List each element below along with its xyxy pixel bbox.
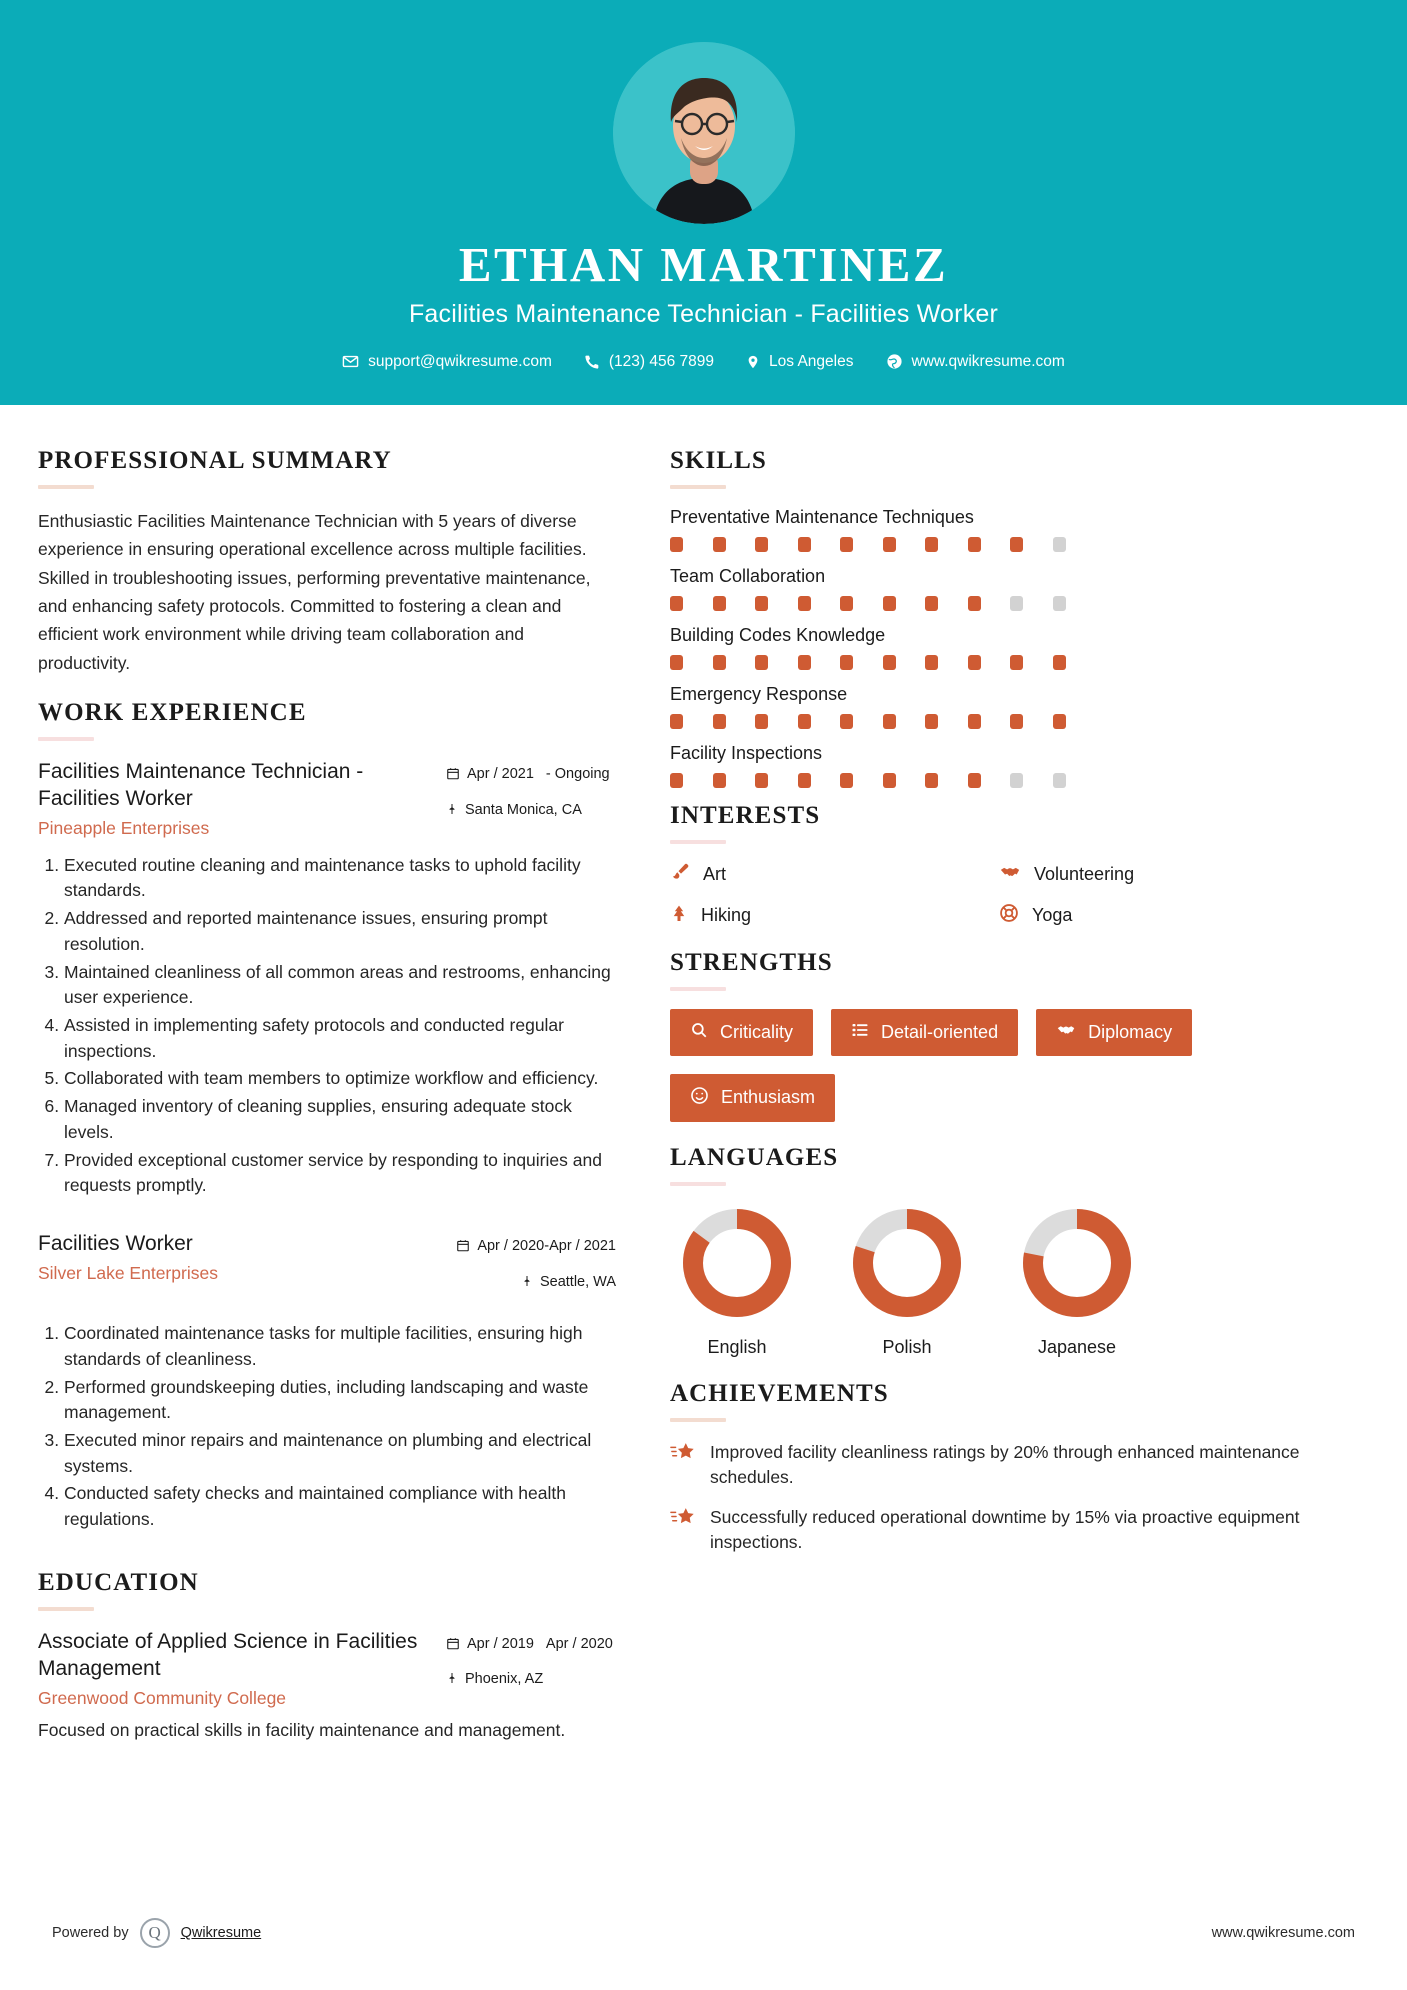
section-rule xyxy=(38,737,94,741)
achievement-item xyxy=(670,1440,1328,1491)
contact-website[interactable] xyxy=(870,353,1081,371)
strength-chip-enthusiasm[interactable] xyxy=(670,1074,835,1122)
skill-dot-filled xyxy=(670,537,683,552)
section-skills xyxy=(670,447,1328,788)
skill-dot-filled xyxy=(1010,655,1023,670)
skill-dot-filled xyxy=(798,714,811,729)
skill-dot-filled xyxy=(713,655,726,670)
skill-dot-filled xyxy=(755,655,768,670)
language-item xyxy=(670,1204,804,1358)
qwikresume-brand[interactable]: Qwikresume xyxy=(180,1925,262,1941)
list-item: 1. Coordinated maintenance tasks for multiple facilities, ensuring high standards of cleanliness. xyxy=(64,1321,616,1372)
pin-icon xyxy=(446,801,458,822)
skill-dot-filled xyxy=(713,714,726,729)
resume-header xyxy=(0,0,1407,405)
section-rule xyxy=(670,840,726,844)
globe-icon xyxy=(886,353,903,370)
skill-dot-filled xyxy=(925,537,938,552)
star-icon xyxy=(670,1440,696,1469)
section-education xyxy=(38,1569,616,1743)
contact-email-text: support@qwikresume.com xyxy=(368,352,552,370)
work-bullet-list xyxy=(38,1321,616,1533)
skill-rating xyxy=(670,596,1328,611)
skill-dot-filled xyxy=(925,714,938,729)
achievement-text: Successfully reduced operational downtime by 15% via proactive equipment inspections. xyxy=(710,1506,1300,1553)
skill-dot-filled xyxy=(1010,537,1023,552)
skill-dot-filled xyxy=(755,596,768,611)
skill-block xyxy=(670,625,1328,670)
skill-dot-filled xyxy=(883,773,896,788)
work-company: Silver Lake Enterprises xyxy=(38,1262,218,1283)
list-item: 2. Addressed and reported maintenance issues, ensuring prompt resolution. xyxy=(64,906,616,957)
list-icon xyxy=(851,1021,869,1044)
skill-dot-filled xyxy=(968,714,981,729)
skill-dot-filled xyxy=(840,596,853,611)
avatar-photo xyxy=(613,42,795,224)
list-item: 2. Performed groundskeeping duties, including landscaping and waste management. xyxy=(64,1375,616,1426)
skill-dot-filled xyxy=(968,655,981,670)
education-location-text: Phoenix, AZ xyxy=(465,1671,544,1688)
section-interests xyxy=(670,802,1328,929)
work-company: Pineapple Enterprises xyxy=(38,817,210,838)
section-achievements xyxy=(670,1380,1328,1556)
skill-dot-filled xyxy=(1010,714,1023,729)
skill-dot-filled xyxy=(713,773,726,788)
work-meta xyxy=(416,1231,616,1307)
work-dates: Apr / 2020-Apr / 2021 xyxy=(416,1237,616,1259)
skill-name: Facility Inspections xyxy=(670,742,823,763)
section-strengths xyxy=(670,949,1328,1122)
work-date-start: Apr / 2020 xyxy=(477,1238,545,1255)
skill-dot-filled xyxy=(840,714,853,729)
list-item: 4. Assisted in implementing safety protocols and conducted regular inspections. xyxy=(64,1013,616,1064)
resume-footer xyxy=(0,1918,1407,1948)
section-title-skills: SKILLS xyxy=(670,446,767,474)
education-date-end: Apr / 2020 xyxy=(545,1635,613,1652)
education-location xyxy=(446,1670,616,1691)
work-location-text: Santa Monica, CA xyxy=(465,801,582,818)
skill-dot-empty xyxy=(1010,596,1023,611)
language-donut-chart xyxy=(848,1204,966,1322)
education-dates xyxy=(446,1635,616,1657)
skill-dot-filled xyxy=(840,537,853,552)
skill-name: Emergency Response xyxy=(670,683,848,704)
work-role: Facilities Maintenance Technician - Facilities Worker xyxy=(38,759,364,810)
calendar-icon xyxy=(446,1635,460,1657)
education-entry xyxy=(38,1629,616,1743)
skill-dot-filled xyxy=(798,655,811,670)
language-label: English xyxy=(707,1336,767,1357)
language-donut-chart xyxy=(678,1204,796,1322)
interest-item xyxy=(999,862,1328,887)
achievement-text: Improved facility cleanliness ratings by 20% through enhanced maintenance schedules. xyxy=(710,1441,1300,1488)
handshake-icon xyxy=(999,862,1021,887)
calendar-icon xyxy=(456,1237,470,1259)
contact-phone[interactable] xyxy=(568,353,730,371)
work-date-start: Apr / 2021 xyxy=(467,765,534,782)
section-work-experience xyxy=(38,699,616,1533)
skill-dot-filled xyxy=(755,773,768,788)
skill-dot-filled xyxy=(670,714,683,729)
strength-label: Diplomacy xyxy=(1088,1021,1173,1042)
section-rule xyxy=(670,485,726,489)
contact-website-text: www.qwikresume.com xyxy=(911,352,1065,370)
section-rule xyxy=(670,1418,726,1422)
phone-icon xyxy=(584,354,600,370)
section-title-work-experience: WORK EXPERIENCE xyxy=(38,698,307,726)
search-icon xyxy=(690,1021,708,1044)
tree-icon xyxy=(670,903,688,929)
skill-dot-filled xyxy=(925,773,938,788)
skill-dot-filled xyxy=(670,596,683,611)
avatar xyxy=(613,42,795,224)
section-title-interests: INTERESTS xyxy=(670,801,821,829)
strength-label: Detail-oriented xyxy=(881,1021,999,1042)
work-meta xyxy=(446,759,616,835)
contact-location[interactable] xyxy=(730,353,869,371)
interest-label: Volunteering xyxy=(1034,863,1135,884)
section-title-professional-summary: PROFESSIONAL SUMMARY xyxy=(38,446,392,474)
skill-dot-filled xyxy=(840,773,853,788)
language-item xyxy=(840,1204,974,1358)
right-column xyxy=(638,439,1328,1749)
section-professional-summary xyxy=(38,447,616,677)
interest-item xyxy=(670,862,999,887)
interest-item xyxy=(999,903,1328,929)
language-donut-chart xyxy=(1018,1204,1136,1322)
lifebuoy-icon xyxy=(999,903,1019,928)
interest-label: Art xyxy=(703,863,727,884)
work-date-end: Apr / 2021 xyxy=(549,1238,616,1255)
interests-grid xyxy=(670,862,1328,929)
page-title: ETHAN MARTINEZ xyxy=(458,237,949,292)
section-rule xyxy=(38,1607,94,1611)
skill-dot-filled xyxy=(713,537,726,552)
work-location-text: Seattle, WA xyxy=(539,1273,616,1290)
skill-block xyxy=(670,566,1328,611)
work-bullet-list xyxy=(38,853,616,1199)
work-role: Facilities Worker xyxy=(38,1232,193,1256)
powered-by xyxy=(52,1918,261,1948)
skill-dot-empty xyxy=(1053,537,1066,552)
skill-dot-filled xyxy=(883,596,896,611)
section-title-strengths: STRENGTHS xyxy=(670,948,833,976)
list-item: 4. Conducted safety checks and maintained compliance with health regulations. xyxy=(64,1481,616,1532)
list-item: 3. Maintained cleanliness of all common areas and restrooms, enhancing user experience. xyxy=(64,960,616,1011)
skill-dot-filled xyxy=(798,773,811,788)
list-item: 7. Provided exceptional customer service by responding to inquiries and requests promptly. xyxy=(64,1148,616,1199)
footer-website[interactable]: www.qwikresume.com xyxy=(1211,1925,1355,1941)
skill-dot-filled xyxy=(925,596,938,611)
calendar-icon xyxy=(446,765,460,787)
skill-rating xyxy=(670,773,1328,788)
list-item: 6. Managed inventory of cleaning supplies, ensuring adequate stock levels. xyxy=(64,1094,616,1145)
strength-chip-detail-oriented[interactable] xyxy=(831,1009,1018,1056)
skill-dot-empty xyxy=(1053,773,1066,788)
pin-icon xyxy=(446,1670,458,1691)
skill-dot-filled xyxy=(840,655,853,670)
section-title-education: EDUCATION xyxy=(38,1568,199,1596)
skill-dot-filled xyxy=(713,596,726,611)
skill-dot-filled xyxy=(670,655,683,670)
section-title-achievements: ACHIEVEMENTS xyxy=(670,1379,889,1407)
strength-chip-criticality[interactable] xyxy=(670,1009,813,1056)
qwikresume-logo-icon: Q xyxy=(140,1918,170,1948)
skill-block xyxy=(670,743,1328,788)
work-dates xyxy=(446,765,616,787)
skill-dot-filled xyxy=(755,714,768,729)
language-label: Polish xyxy=(882,1336,932,1357)
list-item: 5. Collaborated with team members to optimize workflow and efficiency. xyxy=(64,1066,616,1092)
skill-dot-filled xyxy=(1053,714,1066,729)
resume-body xyxy=(0,405,1407,1749)
work-entry xyxy=(38,1231,616,1533)
skill-rating xyxy=(670,655,1328,670)
smiley-icon xyxy=(690,1086,709,1110)
contact-row xyxy=(0,353,1407,371)
handshake-icon xyxy=(1056,1021,1076,1044)
work-entry xyxy=(38,759,616,1199)
pin-icon xyxy=(521,1273,533,1294)
skill-rating xyxy=(670,714,1328,729)
skill-dot-filled xyxy=(798,596,811,611)
section-rule xyxy=(670,987,726,991)
list-item: 1. Executed routine cleaning and maintenance tasks to uphold facility standards. xyxy=(64,853,616,904)
skill-name: Team Collaboration xyxy=(670,565,826,586)
education-school: Greenwood Community College xyxy=(38,1687,287,1708)
education-description: Focused on practical skills in facility maintenance and management. xyxy=(38,1719,566,1740)
mail-icon xyxy=(342,353,359,370)
languages-list xyxy=(670,1204,1328,1358)
powered-by-label: Powered by xyxy=(52,1925,129,1941)
interest-item xyxy=(670,903,999,929)
section-title-languages: LANGUAGES xyxy=(670,1143,839,1171)
paintbrush-icon xyxy=(670,862,690,887)
skill-dot-filled xyxy=(925,655,938,670)
professional-summary-text: Enthusiastic Facilities Maintenance Technician with 5 years of diverse experience in ensuring operational excellence across multiple facilities. Skilled in troubleshooting issues, performing preventative maintenance, and enhancing safety protocols. Committed to fostering a clean and efficient work environment while driving team collaboration and productivity. xyxy=(38,510,591,673)
skill-dot-filled xyxy=(883,655,896,670)
skill-dot-filled xyxy=(968,537,981,552)
interest-label: Hiking xyxy=(701,905,752,926)
skill-name: Preventative Maintenance Techniques xyxy=(670,506,974,527)
strength-label: Criticality xyxy=(720,1021,794,1042)
skill-block xyxy=(670,507,1328,552)
strength-label: Enthusiasm xyxy=(721,1087,816,1108)
location-pin-icon xyxy=(746,353,760,371)
skills-list xyxy=(670,507,1328,788)
skill-dot-filled xyxy=(968,596,981,611)
contact-phone-text: (123) 456 7899 xyxy=(608,352,715,370)
skill-dot-filled xyxy=(968,773,981,788)
skill-dot-filled xyxy=(883,537,896,552)
work-location xyxy=(446,801,616,822)
work-location xyxy=(416,1273,616,1294)
list-item: 3. Executed minor repairs and maintenance on plumbing and electrical systems. xyxy=(64,1428,616,1479)
skill-dot-empty xyxy=(1010,773,1023,788)
skill-name: Building Codes Knowledge xyxy=(670,624,886,645)
education-degree: Associate of Applied Science in Facilities Management xyxy=(38,1629,418,1680)
work-date-end: - Ongoing xyxy=(546,765,610,784)
language-item xyxy=(1010,1204,1144,1358)
strength-chip-diplomacy[interactable] xyxy=(1036,1009,1192,1056)
section-rule xyxy=(670,1182,726,1186)
section-languages xyxy=(670,1144,1328,1358)
skill-dot-filled xyxy=(883,714,896,729)
achievement-item xyxy=(670,1505,1328,1556)
skill-dot-filled xyxy=(755,537,768,552)
education-date-start: Apr / 2019 xyxy=(467,1635,534,1652)
skill-dot-filled xyxy=(670,773,683,788)
header-job-title: Facilities Maintenance Technician - Facilities Worker xyxy=(408,299,999,328)
contact-email[interactable] xyxy=(326,353,568,371)
education-meta xyxy=(446,1629,616,1705)
skill-dot-filled xyxy=(798,537,811,552)
interest-label: Yoga xyxy=(1032,905,1073,926)
skill-block xyxy=(670,684,1328,729)
skill-dot-empty xyxy=(1053,596,1066,611)
skill-dot-filled xyxy=(1053,655,1066,670)
contact-location-text: Los Angeles xyxy=(769,352,854,370)
left-column xyxy=(38,439,638,1749)
section-rule xyxy=(38,485,94,489)
star-icon xyxy=(670,1505,696,1534)
language-label: Japanese xyxy=(1037,1336,1117,1357)
strengths-list xyxy=(670,1009,1328,1122)
skill-rating xyxy=(670,537,1328,552)
